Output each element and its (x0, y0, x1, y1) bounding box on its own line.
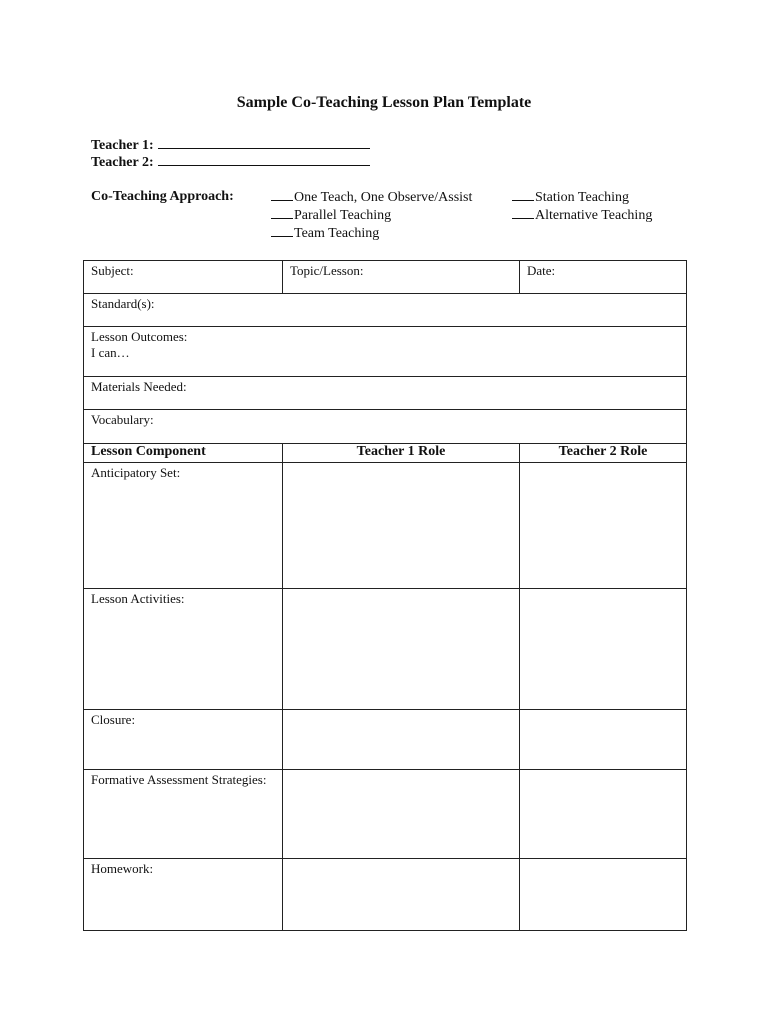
checkbox-line[interactable] (271, 189, 293, 201)
teacher-1-role-cell[interactable] (283, 589, 520, 710)
column-header-teacher-2: Teacher 2 Role (520, 444, 687, 463)
approach-option-team[interactable] (271, 225, 379, 242)
component-label: Lesson Activities: (91, 591, 185, 606)
table-row (84, 463, 687, 589)
component-cell (84, 859, 283, 931)
component-label: Formative Assessment Strategies: (91, 772, 267, 787)
component-cell (84, 770, 283, 859)
component-cell (84, 710, 283, 770)
vocabulary-label: Vocabulary: (91, 412, 154, 427)
outcomes-label: Lesson Outcomes: (91, 329, 188, 344)
table-row (84, 589, 687, 710)
approach-option-alternative[interactable] (512, 207, 652, 224)
subject-label: Subject: (91, 263, 134, 278)
table-row (84, 261, 687, 294)
option-label: Team Teaching (294, 226, 380, 241)
column-header-component: Lesson Component (84, 444, 283, 463)
checkbox-line[interactable] (512, 207, 534, 219)
teacher-1-role-cell[interactable] (283, 463, 520, 589)
table-row (84, 377, 687, 410)
component-cell (84, 589, 283, 710)
checkbox-line[interactable] (271, 225, 293, 237)
topic-label: Topic/Lesson: (290, 263, 364, 278)
approach-option-station[interactable] (512, 189, 629, 206)
table-header-row (84, 444, 687, 463)
teacher-2-role-cell[interactable] (520, 710, 687, 770)
page-title: Sample Co-Teaching Lesson Plan Template (236, 94, 532, 111)
subject-cell[interactable] (84, 261, 283, 294)
date-label: Date: (527, 263, 556, 278)
approach-option-one-teach[interactable] (271, 189, 472, 206)
option-label: Parallel Teaching (294, 208, 392, 223)
column-header-teacher-1: Teacher 1 Role (283, 444, 520, 463)
teacher-2-field[interactable] (91, 153, 370, 171)
table-row (84, 770, 687, 859)
materials-cell[interactable] (84, 377, 687, 410)
option-label: Station Teaching (535, 190, 630, 205)
approach-label: Co-Teaching Approach: (91, 189, 234, 204)
standards-cell[interactable] (84, 294, 687, 327)
teacher-2-role-cell[interactable] (520, 463, 687, 589)
outcomes-cell[interactable] (84, 327, 687, 377)
teacher-1-field[interactable] (91, 136, 370, 154)
date-cell[interactable] (520, 261, 687, 294)
table-row (84, 859, 687, 931)
teacher-2-role-cell[interactable] (520, 859, 687, 931)
table-row (84, 410, 687, 444)
checkbox-line[interactable] (271, 207, 293, 219)
component-cell (84, 463, 283, 589)
outcomes-prompt: I can… (91, 345, 130, 360)
standards-label: Standard(s): (91, 296, 155, 311)
teacher-1-blank[interactable] (158, 136, 370, 149)
component-label: Closure: (91, 712, 136, 727)
table-row (84, 327, 687, 377)
component-label: Homework: (91, 861, 154, 876)
checkbox-line[interactable] (512, 189, 534, 201)
materials-label: Materials Needed: (91, 379, 187, 394)
teacher-1-role-cell[interactable] (283, 770, 520, 859)
teacher-1-role-cell[interactable] (283, 710, 520, 770)
teacher-1-label: Teacher 1: (91, 138, 154, 153)
teacher-2-label: Teacher 2: (91, 155, 154, 170)
option-label: One Teach, One Observe/Assist (294, 190, 473, 205)
vocabulary-cell[interactable] (84, 410, 687, 444)
component-label: Anticipatory Set: (91, 465, 181, 480)
teacher-1-role-cell[interactable] (283, 859, 520, 931)
table-row (84, 294, 687, 327)
lesson-plan-table (83, 260, 687, 931)
teacher-2-role-cell[interactable] (520, 589, 687, 710)
table-row (84, 710, 687, 770)
topic-cell[interactable] (283, 261, 520, 294)
option-label: Alternative Teaching (535, 208, 653, 223)
teacher-2-role-cell[interactable] (520, 770, 687, 859)
approach-option-parallel[interactable] (271, 207, 391, 224)
teacher-2-blank[interactable] (158, 153, 370, 166)
